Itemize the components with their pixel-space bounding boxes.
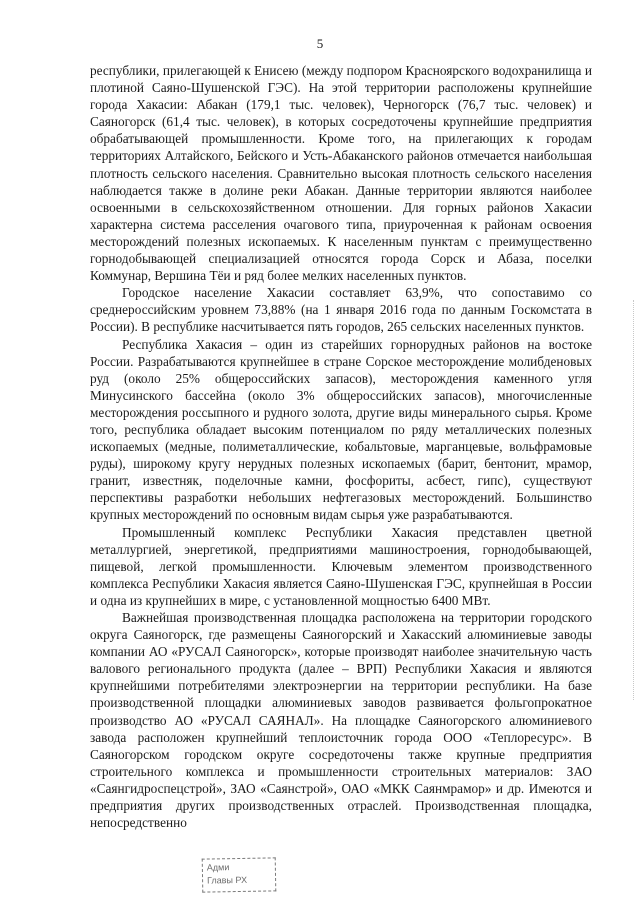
- paragraph-2: Городское население Хакасии составляет 63,9%, что сопоставимо со среднероссийским уровнем 73,88% (на 1 января 2016 года по данным Госкомстата в России). В республике насчитывается пять городов, 265 сельских населенных пунктов.: [90, 285, 592, 335]
- paragraph-3: Республика Хакасия – один из старейших горнорудных районов на востоке России. Разрабатываются крупнейшее в стране Сорское месторождение молибденовых руд (около 25% общероссийских запасов), месторождения каменного угля Минусинского бассейна (около 3% общероссийских запасов), многочисленные месторождения россыпного и рудного золота, другие виды минерального сырья. Кроме того, республика обладает высоким потенциалом по ряду металлических полезных ископаемых (медные, полиметаллические, кобальтовые, марганцевые, вольфрамовые руды), широкому кругу нерудных полезных ископаемых (барит, бентонит, мрамор, гранит, известняк, поделочные камни, фосфориты, асбест, гипс), существуют перспективы разработки небольших нефтегазовых месторождений. Большинство крупных месторождений по основным видам сырья уже разрабатываются.: [90, 336, 592, 523]
- document-body: [90, 62, 592, 831]
- stamp-line-2: Главы РХ: [207, 874, 248, 886]
- page-number: 5: [316, 36, 324, 51]
- paragraph-4: Промышленный комплекс Республики Хакасия представлен цветной металлургией, энергетикой, предприятиями машиностроения, горнодобывающей, пищевой, легкой промышленности. Ключевым элементом производственного комплекса Республики Хакасия является Саяно-Шушенская ГЭС, крупнейшая в России и одна из крупнейших в мире, с установленной мощностью 6400 МВт.: [90, 524, 592, 608]
- stamp-line-1: Адми: [206, 862, 230, 873]
- paragraph-5: Важнейшая производственная площадка расположена на территории городского округа Саяногорск, где размещены Саяногорский и Хакасский алюминиевые заводы компании АО «РУСАЛ Саяногорск», которые производят наиболее значительную часть валового регионального продукта (далее – ВРП) Республики Хакасия и являются крупнейшими потребителями электроэнергии на территории республики. На базе производственной площадки алюминиевых заводов развивается фольгопрокатное производство АО «РУСАЛ САЯНАЛ». На площадке Саяногорского алюминиевого завода расположен крупнейший теплоисточник города ООО «Теплоресурс». В Саяногорском городском округе сосредоточены также крупные предприятия строительного комплекса и промышленности строительных материалов: ЗАО «Саянгидроспецстрой», ЗАО «Саянстрой», ОАО «МКК Саянмрамор» и др. Имеются и предприятия других производственных отраслей. Производственная площадка, непосредственно: [90, 610, 592, 831]
- paragraph-1: республики, прилегающей к Енисею (между подпором Красноярского водохранилища и плотиной Саяно-Шушенской ГЭС). На этой территории расположены крупнейшие города Хакасии: Абакан (179,1 тыс. человек), Черногорск (76,7 тыс. человек) и Саяногорск (61,4 тыс. человек), в которых сосредоточены крупнейшие предприятия обрабатывающей промышленности. Кроме того, на прилегающих к городам территориях Алтайского, Бейского и Усть-Абаканского районов отмечается наибольшая плотность сельского населения. Сравнительно высокая плотность сельского населения наблюдается также в долине реки Абакан. Данные территории являются наиболее освоенными в сельскохозяйственном отношении. Для горных районов Хакасии характерна система расселения очагового типа, приуроченная к районам освоения месторождений полезных ископаемых. К населенным пунктам с преимущественно горнодобывающей специализацией относятся города Сорск и Абаза, поселки Коммунар, Вершина Тёи и ряд более мелких населенных пунктов.: [90, 63, 592, 284]
- registration-stamp: [202, 857, 277, 892]
- scan-edge-mark: [631, 300, 634, 700]
